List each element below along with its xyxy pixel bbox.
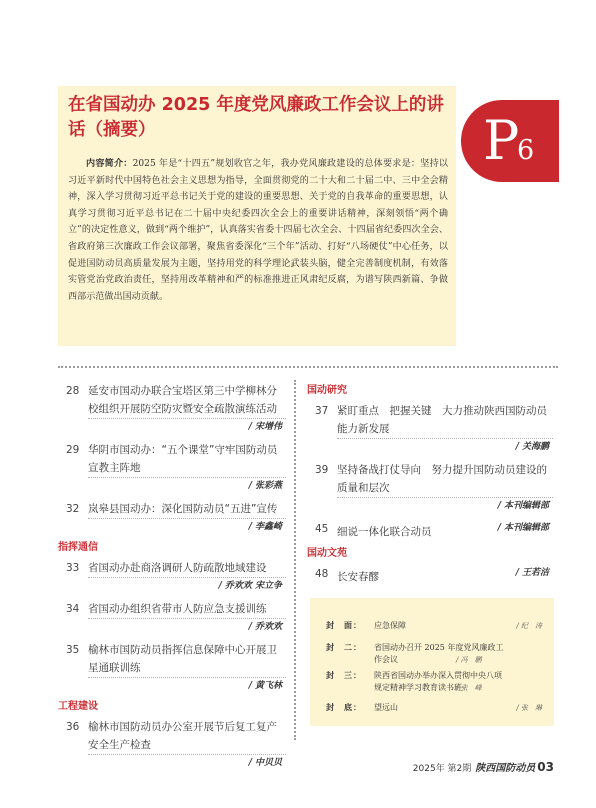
toc-entry-page: 39: [315, 464, 329, 476]
dotted-divider: [58, 366, 558, 368]
toc-entry-title[interactable]: 延安市国动办联合宝塔区第三中学柳林分校组织开展防空防灾暨安全疏散演练活动: [88, 382, 286, 419]
cover-info-value: 应急保障: [374, 621, 406, 630]
column-divider: [294, 380, 296, 740]
cover-info-value: 省国动办召开 2025 年度党风廉政工作会议: [374, 643, 504, 664]
toc-entry-author: / 本刊编辑部: [497, 523, 549, 533]
toc-entry-title[interactable]: 细说一体化联合动员: [337, 526, 432, 538]
page-footer: [300, 760, 554, 776]
toc-section-heading: 工程建设: [58, 701, 98, 712]
toc-entry-page: 32: [66, 503, 80, 515]
toc-entry[interactable]: [307, 402, 553, 455]
cover-info-key: 封 二：: [326, 643, 362, 652]
toc-entry[interactable]: [58, 718, 286, 771]
toc-entry-page: 37: [315, 405, 329, 417]
cover-info-value: 望远山: [374, 703, 398, 712]
toc-section-heading: 国动文苑: [307, 548, 347, 559]
page-badge: [461, 100, 559, 182]
toc-entry-title[interactable]: 榆林市国防动员办公室开展节后复工复产安全生产检查: [88, 718, 286, 755]
feature-article-summary: [68, 156, 448, 305]
toc-entry-page: 29: [66, 444, 80, 456]
cover-info-author: / 纪 涛: [516, 622, 542, 630]
cover-info-author: / 冯 鹏: [456, 656, 482, 664]
toc-entry-author: / 本刊编辑部: [497, 501, 549, 511]
toc-entry-page: 35: [66, 644, 80, 656]
toc-entry-page: 45: [315, 523, 329, 535]
feature-article-title[interactable]: 在省国动办 2025 年度党风廉政工作会议上的讲话（摘要）: [68, 95, 444, 140]
cover-info-author: / 张 峰: [456, 684, 482, 692]
toc-entry-author: / 李鑫崎: [248, 522, 282, 532]
toc-entry-title[interactable]: 坚持备战打仗导向 努力提升国防动员建设的质量和层次: [337, 461, 553, 498]
cover-info-author: / 张 琳: [516, 704, 542, 712]
cover-info-value: 陕西省国动办举办深入贯彻中央八项规定精神学习教育读书班: [374, 671, 502, 692]
toc-entry-author: / 关海鹏: [515, 442, 549, 452]
toc-entry-page: 28: [66, 385, 80, 397]
cover-info-box: [310, 598, 554, 726]
toc-section-heading: 国动研究: [307, 385, 347, 396]
toc-entry-author: / 乔欢欢: [248, 622, 282, 632]
toc-entry[interactable]: [58, 559, 286, 594]
toc-entry-author: / 乔欢欢 宋立争: [218, 581, 282, 591]
page-badge-letter: P: [483, 109, 520, 172]
page-number: 03: [537, 760, 554, 774]
toc-entry-author: / 宋增伟: [248, 422, 282, 432]
summary-label: 内容简介：: [86, 159, 133, 169]
issue-label: 2025年 第2期: [412, 764, 472, 774]
toc-entry-author: / 黄飞林: [248, 681, 282, 691]
toc-entry-title[interactable]: 省国动办组织省带市人防应急支援训练: [88, 600, 286, 619]
summary-text: 2025 年是“十四五”规划收官之年，我办党风廉政建设的总体要求是：坚持以习近平新时代中国特色社会主义思想为指导，全面贯彻党的二十大和二十届二中、三中全会精神，深入学习贯彻习近平总书记关于党的建设的重要思想、关于党的自我革命的重要思想，认真学习贯彻习近平总书记在二十届中央纪委四次全会上的重要讲话精神，深刻领悟“两个确立”的决定性意义，做到“两个维护”，认真落实省委十四届七次全会、十四届省纪委四次全会、省政府第三次廉政工作会议部署，聚焦省委深化“三个年”活动、打好“八场硬仗”中心任务，以促进国防动员高质量发展为主题，坚持用党的科学理论武装头脑，健全完善制度机制，有效落实管党治党政治责任，坚持用改革精神和严的标准推进正风肃纪反腐，为谱写陕西新篇、争做西部示范做出国动贡献。: [68, 159, 448, 302]
toc-entry-page: 33: [66, 562, 80, 574]
toc-entry[interactable]: [58, 382, 286, 435]
toc-entry-author: / 中贝贝: [248, 758, 282, 768]
toc-entry[interactable]: [58, 600, 286, 635]
toc-entry-title[interactable]: 长安春醪: [337, 571, 379, 583]
toc-entry[interactable]: [307, 461, 553, 514]
toc-entry[interactable]: [307, 520, 553, 541]
toc-entry[interactable]: [58, 500, 286, 535]
toc-entry[interactable]: [58, 441, 286, 494]
toc-left-column: [58, 382, 286, 777]
toc-entry-title[interactable]: 省国动办赴商洛调研人防疏散地域建设: [88, 559, 286, 578]
toc-entry-author: / 张彩燕: [248, 481, 282, 491]
toc-entry-page: 48: [315, 568, 329, 580]
toc-entry[interactable]: [307, 565, 553, 586]
toc-entry-title[interactable]: 华阴市国动办：“五个课堂”守牢国防动员宣教主阵地: [88, 441, 286, 478]
cover-info-key: 封 底：: [326, 703, 362, 712]
page-badge-number: 6: [517, 135, 535, 166]
toc-section-heading: 指挥通信: [58, 542, 98, 553]
toc-entry-page: 36: [66, 721, 80, 733]
toc-entry[interactable]: [58, 641, 286, 694]
toc-entry-author: / 王若洁: [515, 568, 549, 578]
cover-info-key: 封 三：: [326, 671, 362, 680]
toc-right-column: [307, 382, 553, 592]
magazine-name: 陕西国防动员: [475, 763, 536, 774]
cover-info-key: 封 面：: [326, 621, 362, 630]
toc-entry-title[interactable]: 岚皋县国动办：深化国防动员“五进”宣传: [88, 500, 286, 519]
toc-entry-page: 34: [66, 603, 80, 615]
toc-entry-title[interactable]: 紧盯重点 把握关键 大力推动陕西国防动员能力新发展: [337, 402, 553, 439]
toc-entry-title[interactable]: 榆林市国防动员指挥信息保障中心开展卫星通联训练: [88, 641, 286, 678]
